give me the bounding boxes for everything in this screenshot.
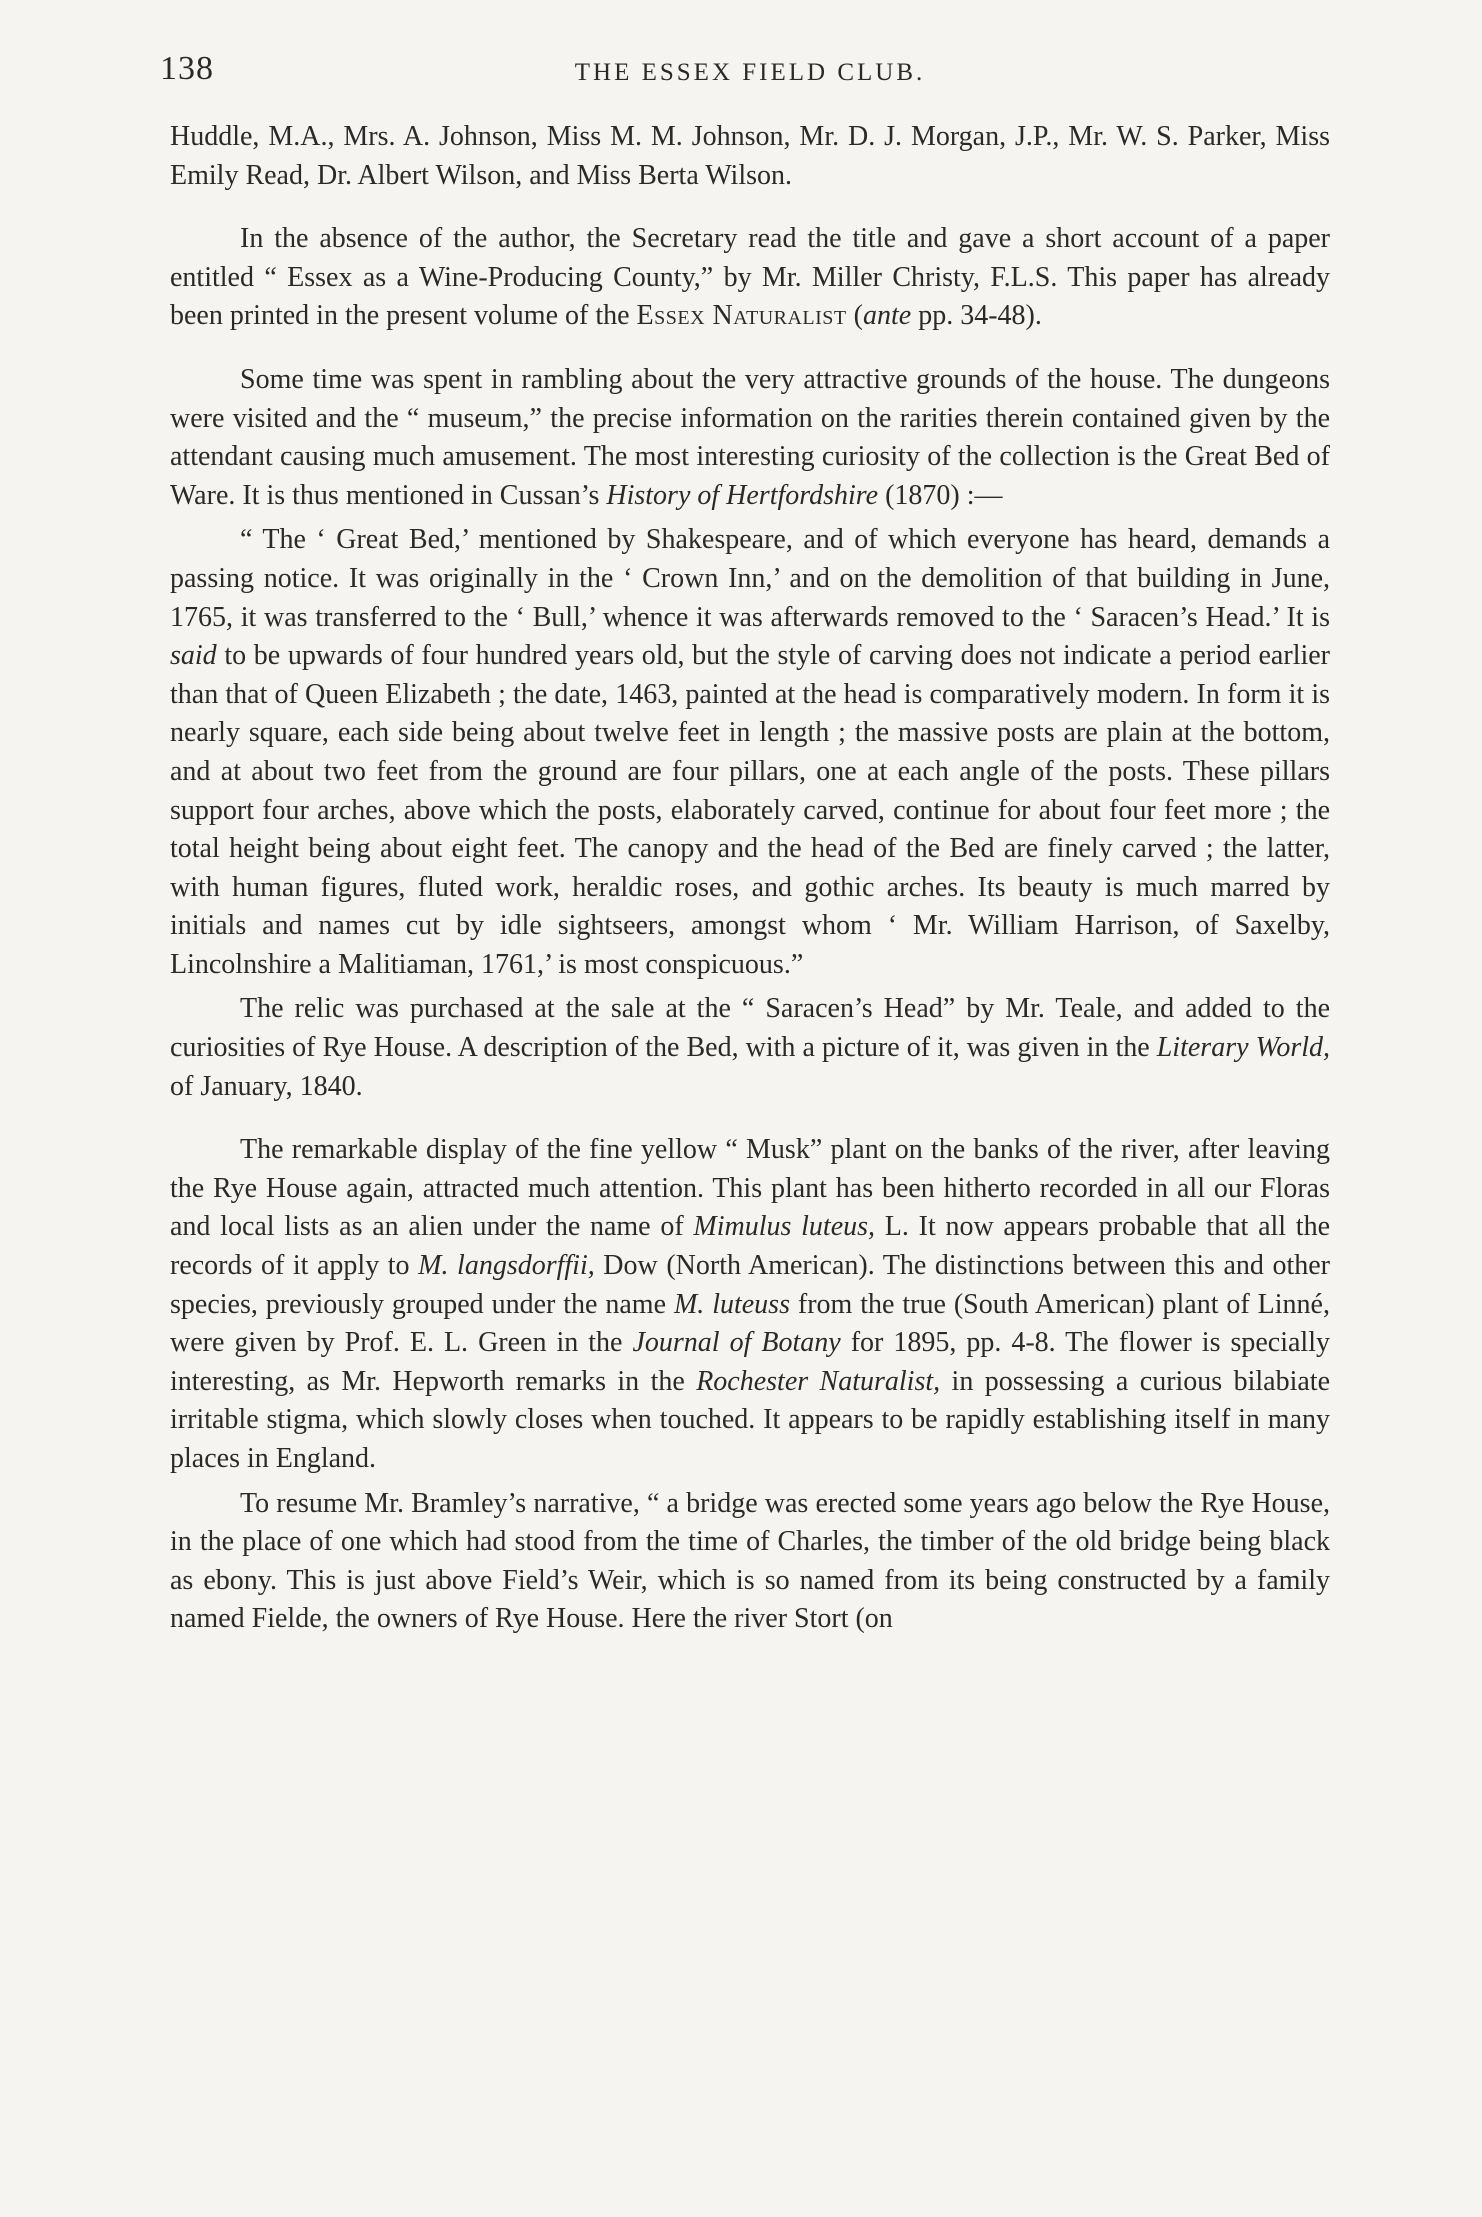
paragraph-attendees: Huddle, M.A., Mrs. A. Johnson, Miss M. M. Johnson, Mr. D. J. Morgan, J.P., Mr. W. S. Parker, Miss Emily Read, Dr. Albert Wilson, and Miss Berta Wilson.	[170, 121, 1330, 191]
paragraph-great-bed: Some time was spent in rambling about the very attractive grounds of the house. The dungeons were visited and the “ museum,” the precise information on the rarities therein contained given by the attendant causing much amusement. The most interesting curiosity of the collection is the Great Bed of Ware. It is thus mentioned in Cussan’s History of Hertfordshire (1870) :—	[170, 363, 1330, 511]
paragraph-relic: The relic was purchased at the sale at the “ Saracen’s Head” by Mr. Teale, and added to the curiosities of Rye House. A description of the Bed, with a picture of it, was given in the Literary World, of January, 1840.	[170, 993, 1331, 1102]
paragraph-wine-paper: In the absence of the author, the Secretary read the title and gave a short account of a paper entitled “ Essex as a Wine-Producing County,” by Mr. Miller Christy, F.L.S. This paper has already been printed in the present volume of the Essex Naturalist (ante pp. 34-48).	[170, 223, 1330, 332]
paragraph-musk-plant: The remarkable display of the fine yellow “ Musk” plant on the banks of the river, after leaving the Rye House again, attracted much attention. This plant has been hitherto recorded in all our Floras and local lists as an alien under the name of Mimulus luteus, L. It now appears probable that all the records of it apply to M. langsdorffii, Dow (North American). The distinctions between this and other species, previously grouped under the name M. luteuss from the true (South American) plant of Linné, were given by Prof. E. L. Green in the Journal of Botany for 1895, pp. 4-8. The flower is specially interesting, as Mr. Hepworth remarks in the Rochester Naturalist, in possessing a curious bilabiate irritable stigma, which slowly closes when touched. It appears to be rapidly establishing itself in many places in England.	[170, 1134, 1330, 1474]
page-number: 138	[160, 50, 214, 87]
running-title: THE ESSEX FIELD CLUB.	[574, 59, 926, 86]
document-page	[160, 48, 1331, 1639]
quotation-great-bed: “ The ‘ Great Bed,’ mentioned by Shakespeare, and of which everyone has heard, demands a passing notice. It was originally in the ‘ Crown Inn,’ and on the demolition of that building in June, 1765, it was transferred to the ‘ Bull,’ whence it was afterwards removed to the ‘ Saracen’s Head.’ It is said to be upwards of four hundred years old, but the style of carving does not indicate a period earlier than that of Queen Elizabeth ; the date, 1463, painted at the head is comparatively modern. In form it is nearly square, each side being about twelve feet in length ; the massive posts are plain at the bottom, and at about two feet from the ground are four pillars, one at each angle of the posts. These pillars support four arches, above which the posts, elaborately carved, continue for about four feet more ; the total height being about eight feet. The canopy and the head of the Bed are finely carved ; the latter, with human figures, fluted work, heraldic roses, and gothic arches. Its beauty is much marred by initials and names cut by idle sightseers, amongst whom ‘ Mr. William Harrison, of Saxelby, Lincolnshire a Malitiaman, 1761,’ is most conspicuous.”	[170, 524, 1330, 980]
page-header	[160, 48, 1330, 96]
paragraph-bridge: To resume Mr. Bramley’s narrative, “ a bridge was erected some years ago below the Rye House, in the place of one which had stood from the time of Charles, the timber of the old bridge being black as ebony. This is just above Field’s Weir, which is so named from its being constructed by a family named Fielde, the owners of Rye House. Here the river Stort (on	[170, 1487, 1330, 1635]
book-title: History of Hertfordshire	[606, 479, 879, 511]
journal-name: Essex Naturalist	[636, 300, 847, 332]
